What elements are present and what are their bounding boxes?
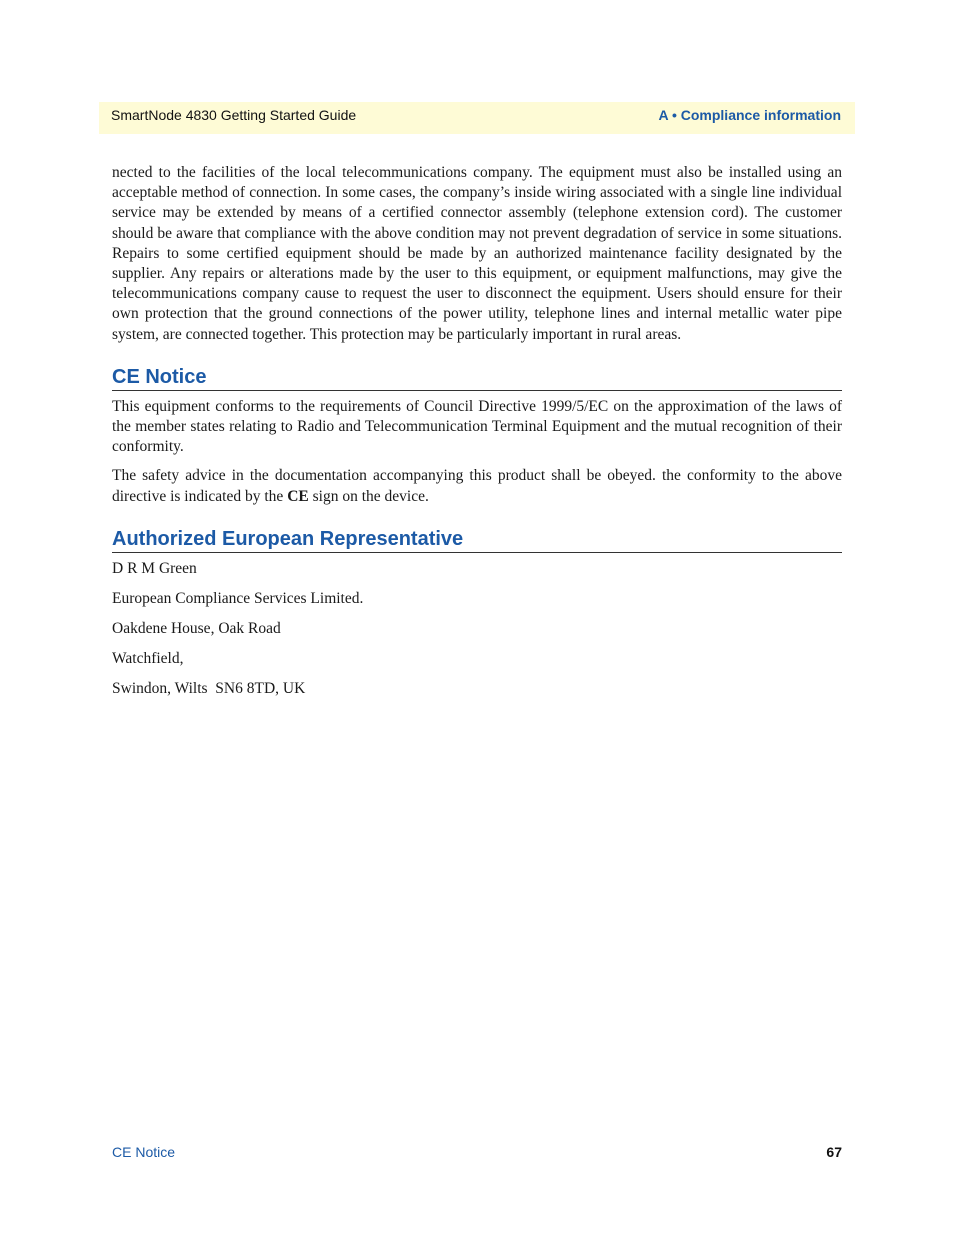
address-line: Watchfield, <box>112 649 184 667</box>
footer-section-title: CE Notice <box>112 1144 176 1160</box>
running-header <box>99 102 855 134</box>
header-document-title: SmartNode 4830 Getting Started Guide <box>111 107 357 123</box>
representative-address <box>112 559 842 699</box>
ce-notice-heading: CE Notice <box>112 365 842 391</box>
address-line: D R M Green <box>112 559 197 577</box>
header-chapter-title: A • Compliance information <box>658 107 841 123</box>
page-number: 67 <box>826 1144 842 1160</box>
ce-notice-paragraph-2 <box>112 466 842 506</box>
ce-notice-paragraph-2-end: sign on the device. <box>308 487 429 505</box>
address-line: Swindon, Wilts SN6 8TD, UK <box>112 679 306 697</box>
address-line: European Compliance Services Limited. <box>112 589 364 607</box>
intro-paragraph: nected to the facilities of the local telecommunications company. The equipment must also be installed using an acceptable method of connection. In some cases, the company’s inside wiring associated with a single line individual service may be extended by means of a certified connector assembly (telephone extension cord). The customer should be aware that compliance with the above condition may not prevent degradation of service in some situations. Repairs to some certified equipment should be made by an authorized maintenance facility designated by the supplier. Any repairs or alterations made by the user to this equipment, or equipment malfunctions, may give the telecommunications company cause to request the user to disconnect the equipment. Users should ensure for their own protection that the ground connections of the power utility, telephone lines and internal metallic water pipe system, are connected together. This protection may be particularly important in rural areas. <box>112 164 842 343</box>
address-line: Oakdene House, Oak Road <box>112 619 281 637</box>
ce-notice-paragraph-2-start: The safety advice in the documentation accompanying this product shall be obeyed. the conformity to the above directive is indicated by the <box>112 467 842 505</box>
ce-mark-text: CE <box>287 487 309 505</box>
representative-heading: Authorized European Representative <box>112 527 842 553</box>
page-body <box>112 163 842 699</box>
ce-notice-paragraph-1: This equipment conforms to the requirements of Council Directive 1999/5/EC on the approximation of the laws of the member states relating to Radio and Telecommunication Terminal Equipment and the mutual recognition of their conformity. <box>112 397 842 456</box>
